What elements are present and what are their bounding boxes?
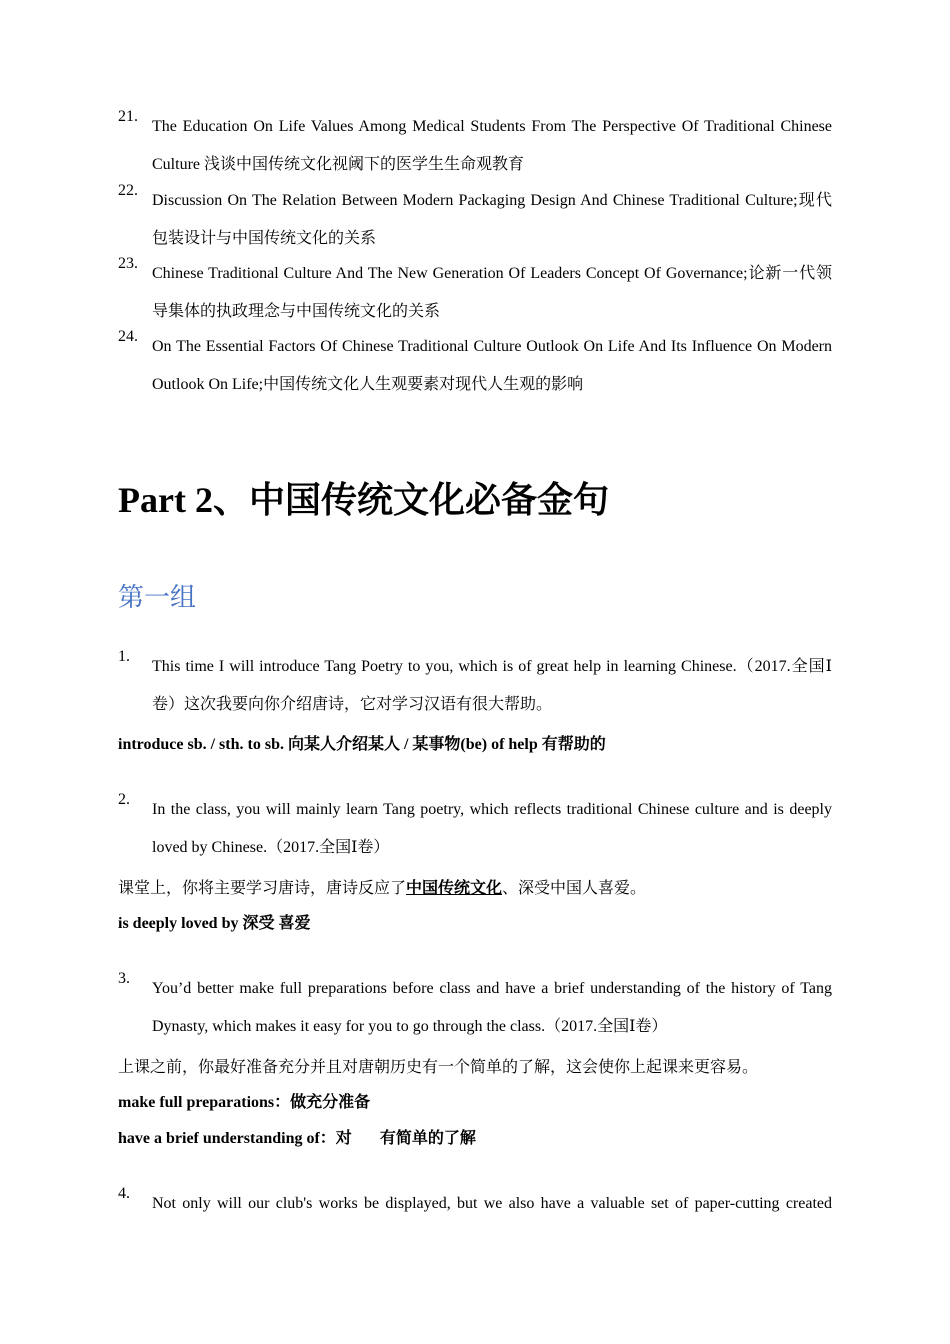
sentence-item <box>118 970 832 1046</box>
topic-text: Chinese Traditional Culture And The New Generation Of Leaders Concept Of Governance;论新一代领导集体的执政理念与中国传统文化的关系 <box>152 265 832 320</box>
translation-part: 课堂上，你将主要学习唐诗，唐诗反应了 <box>118 880 407 897</box>
sentence-number: 2. <box>118 791 130 808</box>
topic-item <box>118 108 832 184</box>
topic-item <box>118 328 832 404</box>
key-phrase <box>118 1125 832 1148</box>
group-title: 第一组 <box>118 583 197 612</box>
translation: 上课之前，你最好准备充分并且对唐朝历史有一个简单的了解，这会使你上起课来更容易。 <box>118 1059 759 1076</box>
topic-number: 21. <box>118 108 138 125</box>
sentence-item <box>118 648 832 724</box>
key-phrase-part: have a brief understanding of：对 <box>118 1130 352 1147</box>
topic-text: On The Essential Factors Of Chinese Traditional Culture Outlook On Life And Its Influence On Modern Outlook On Life;中国传统文化人生观要素对现代人生观的影响 <box>152 338 832 393</box>
key-phrase-part: 有简单的了解 <box>379 1130 476 1147</box>
topic-item <box>118 255 832 331</box>
sentence-text: In the class, you will mainly learn Tang poetry, which reflects traditional Chinese culture and is deeply loved by Chinese.（2017.全国Ⅰ卷） <box>152 801 832 856</box>
translation-part: 、深受中国人喜爱。 <box>502 880 647 897</box>
part-title: Part 2、中国传统文化必备金句 <box>118 480 609 520</box>
topic-number: 23. <box>118 255 138 272</box>
sentence-item <box>118 1185 832 1223</box>
topic-text: Discussion On The Relation Between Modern Packaging Design And Chinese Traditional Culture;现代包装设计与中国传统文化的关系 <box>152 192 832 247</box>
topic-number: 24. <box>118 328 138 345</box>
topic-item <box>118 182 832 258</box>
sentence-text: You’d better make full preparations before class and have a brief understanding of the history of Tang Dynasty, which makes it easy for you to go through the class.（2017.全国Ⅰ卷） <box>152 980 832 1035</box>
sentence-text: This time I will introduce Tang Poetry to you, which is of great help in learning Chinese.（2017.全国Ⅰ卷）这次我要向你介绍唐诗，它对学习汉语有很大帮助。 <box>152 658 832 713</box>
sentence-number: 3. <box>118 970 130 987</box>
key-phrase: is deeply loved by 深受 喜爱 <box>118 915 311 932</box>
topic-number: 22. <box>118 182 138 199</box>
topic-text: The Education On Life Values Among Medical Students From The Perspective Of Traditional Chinese Culture 浅谈中国传统文化视阈下的医学生生命观教育 <box>152 118 832 173</box>
sentence-text: Not only will our club's works be displayed, but we also have a valuable set of paper-cutting created <box>152 1195 832 1212</box>
sentence-item <box>118 791 832 867</box>
key-phrase: make full preparations：做充分准备 <box>118 1094 371 1111</box>
highlighted-term: 中国传统文化 <box>406 880 503 897</box>
key-phrase: introduce sb. / sth. to sb. 向某人介绍某人 / 某事物(be) of help 有帮助的 <box>118 736 606 753</box>
sentence-number: 1. <box>118 648 130 665</box>
sentence-number: 4. <box>118 1185 130 1202</box>
translation <box>118 875 832 898</box>
